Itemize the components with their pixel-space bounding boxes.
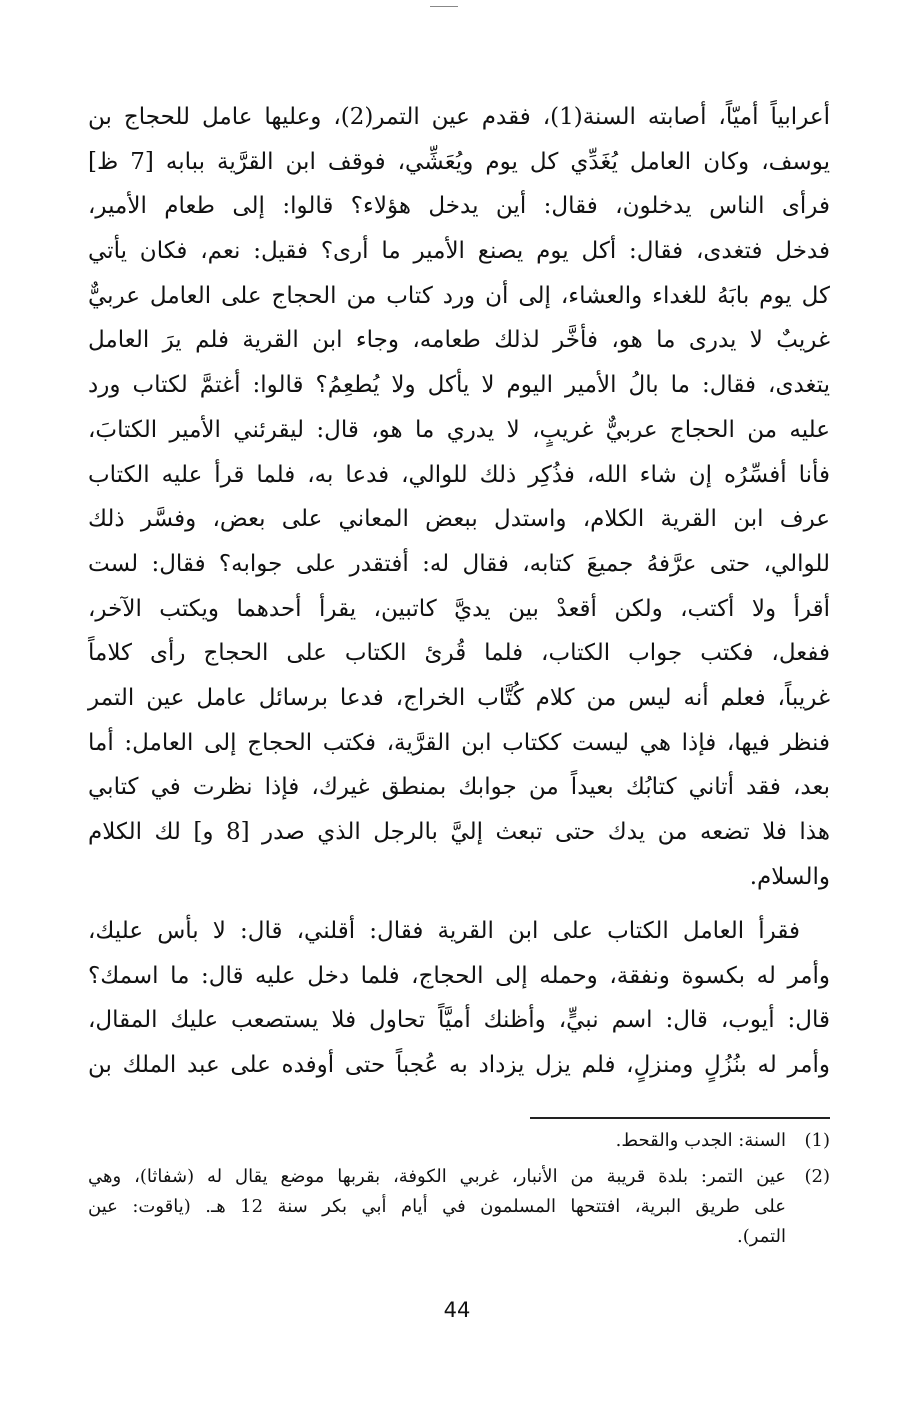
text-line: فدخل فتغدى، فقال: أكل يوم يصنع الأمير ما أرى؟ فقيل: نعم، فكان يأتي xyxy=(88,238,830,265)
text-line-final: والسلام. xyxy=(749,863,830,890)
text-line: أقرأ ولا أكتب، ولكن أقعدْ بين يديَّ كاتبين، يقرأ أحدهما ويكتب الآخر، xyxy=(88,595,830,622)
footnote-text xyxy=(88,1126,786,1156)
text-line: فرأى الناس يدخلون، فقال: أين يدخل هؤلاء؟ قالوا: إلى طعام الأمير، xyxy=(88,193,830,220)
footnote-separator xyxy=(530,1117,830,1119)
footnotes xyxy=(88,1126,830,1258)
text-line: عرف ابن القرية الكلام، واستدل ببعض المعاني على بعض، وفسَّر ذلك xyxy=(88,506,830,533)
footnote-line: على طريق البرية، افتتحها المسلمون في أيام أبي بكر سنة 12 هـ. (ياقوت: عين xyxy=(88,1196,786,1217)
page-number: 44 xyxy=(443,1298,471,1322)
text-line: وأمر له بنُزُلٍ ومنزلٍ، فلم يزل يزداد به عُجباً حتى أوفده على عبد الملك بن xyxy=(88,1052,830,1079)
footnote-1 xyxy=(88,1126,830,1156)
main-text-paragraph-2 xyxy=(88,909,830,1088)
footnote-line: السنة: الجدب والقحط. xyxy=(615,1130,786,1151)
text-line: هذا فلا تضعه من يدك حتى تبعث إليَّ بالرجل الذي صدر [8 و] لك الكلام xyxy=(88,819,830,845)
footnote-marker: (1) xyxy=(804,1130,830,1151)
text-line: فنظر فيها، فإذا هي ليست ككتاب ابن القرَّية، فكتب الحجاج إلى العامل: أما xyxy=(88,729,830,756)
text-line: أعرابياً أميّاً، أصابته السنة(1)، فقدم عين التمر(2)، وعليها عامل للحجاج بن xyxy=(88,104,831,130)
main-text-paragraph-1 xyxy=(88,95,830,899)
text-line: غريبٌ لا يدرى ما هو، فأخَّر لذلك طعامه، وجاء ابن القرية فلم يرَ العامل xyxy=(88,327,830,354)
text-line: فقرأ العامل الكتاب على ابن القرية فقال: أقلني، قال: لا بأس عليك، xyxy=(88,918,800,944)
footnote-2 xyxy=(88,1162,830,1252)
text-line: وأمر له بكسوة ونفقة، وحمله إلى الحجاج، فلما دخل عليه قال: ما اسمك؟ xyxy=(88,962,830,989)
footnote-line: عين التمر: بلدة قريبة من الأنبار، غربي الكوفة، بقربها موضع يقال له (شفاثا)، وهي xyxy=(88,1166,786,1187)
footnote-text xyxy=(88,1162,786,1252)
footnote-line: التمر). xyxy=(737,1226,786,1247)
text-line: قال: أيوب، قال: اسم نبيٍّ، وأظنك أميَّاً تحاول فلا يستصعب عليك المقال، xyxy=(88,1007,830,1034)
footnote-marker: (2) xyxy=(804,1166,830,1187)
text-line: بعد، فقد أتاني كتابُك بعيداً من جوابك بمنطق غيرك، فإذا نظرت في كتابي xyxy=(88,774,830,801)
text-line: يتغدى، فقال: ما بالُ الأمير اليوم لا يأكل ولا يُطعِمُ؟ قالوا: أغتمَّ لكتاب ورد xyxy=(88,372,830,399)
text-line: كل يوم بابَهُ للغداء والعشاء، إلى أن ورد كتاب من الحجاج على العامل عربيٌّ xyxy=(88,282,830,309)
text-line: للوالي، حتى عرَّفهُ جميعَ كتابه، فقال له: أفتقدر على جوابه؟ فقال: لست xyxy=(88,550,830,577)
text-line: عليه من الحجاج عربيٌّ غريبٍ، لا يدري ما هو، قال: ليقرئني الأمير الكتابَ، xyxy=(88,416,830,443)
text-line: يوسف، وكان العامل يُغَدِّي كل يوم ويُعَشِّي، فوقف ابن القرَّية ببابه [7 ظ] xyxy=(88,148,830,175)
top-edge-mark xyxy=(430,6,458,7)
text-line: غريباً، فعلم أنه ليس من كلام كُتَّاب الخراج، فدعا برسائل عامل عين التمر xyxy=(88,684,830,711)
text-line: ففعل، فكتب جواب الكتاب، فلما قُرئ الكتاب على الحجاج رأى كلاماً xyxy=(88,640,830,667)
text-line: فأنا أفسِّرُه إن شاء الله، فذُكِر ذلك للوالي، فدعا به، فلما قرأ عليه الكتاب xyxy=(88,461,830,488)
